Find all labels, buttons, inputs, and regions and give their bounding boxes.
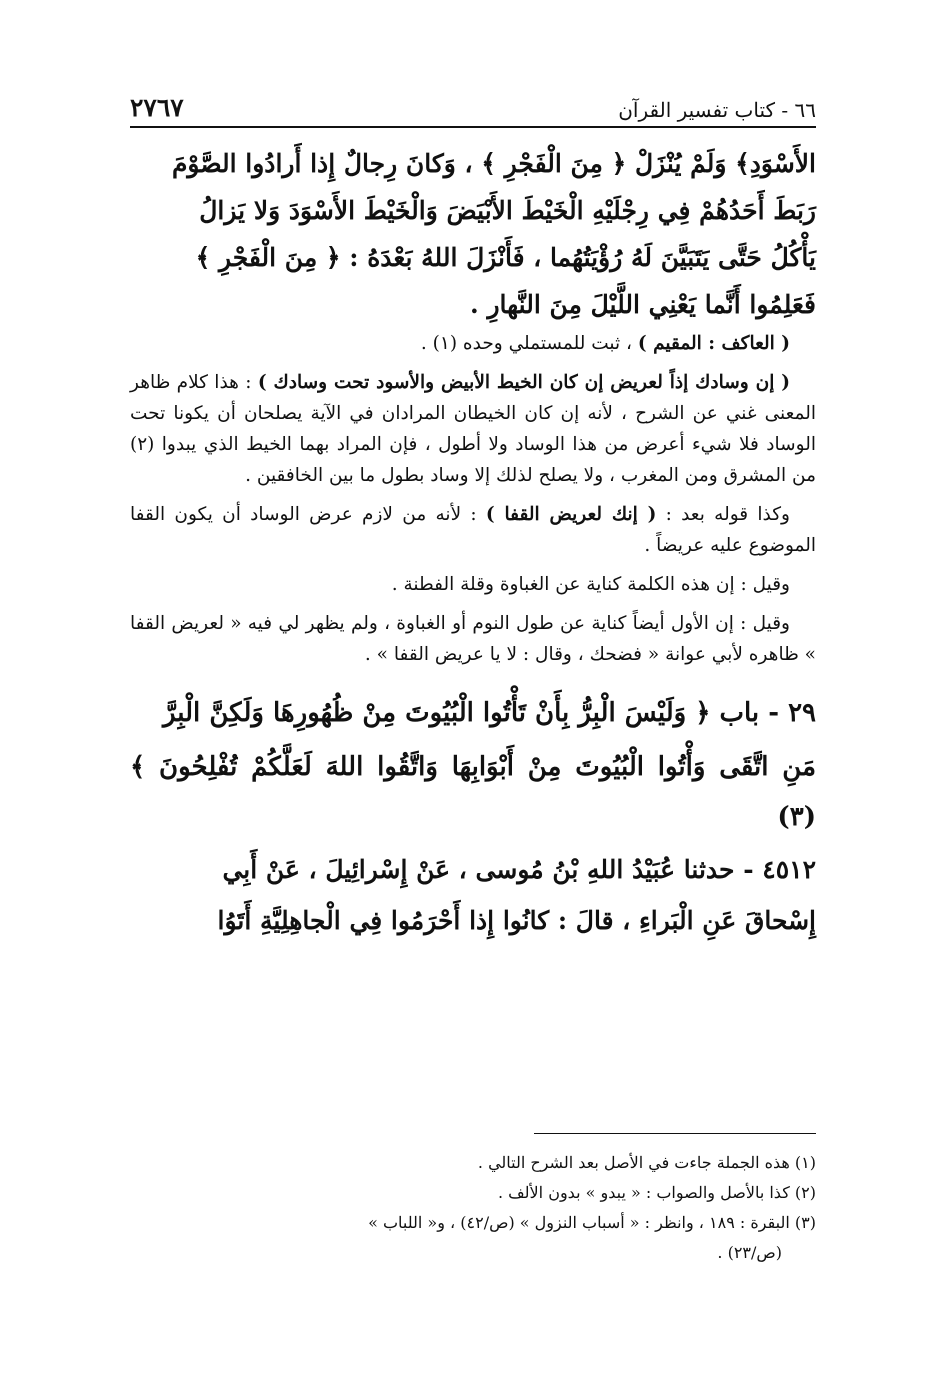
footnote [130, 1238, 816, 1268]
commentary-text: ، ثبت للمستملي وحده (١) . [420, 333, 638, 354]
footnote: (١) هذه الجملة جاءت في الأصل بعد الشرح التالي . [477, 1153, 816, 1172]
hadith-text-line: الأَسْوَدِ﴾ وَلَمْ يُنْزَلْ ﴿ مِنَ الْفَجْرِ ﴾ ، وَكانَ رِجالٌ إِذا أَرادُوا الصَّوْمَ [171, 149, 816, 178]
footnote: (٢) كذا بالأصل والصواب : « يبدو » بدون الألف . [497, 1183, 816, 1202]
commentary-text: : لأنه من لازم عرض الوساد أن يكون القفا الموضوع عليه عريضاً . [130, 504, 816, 556]
commentary-text: وكذا قوله بعد : [656, 504, 790, 525]
hadith-text-line: فَعَلِمُوا أَنَّما يَعْنِي اللَّيْلَ مِنَ النَّهارِ . [470, 290, 816, 319]
commentary-qila-2: وقيل : إن الأول أيضاً كناية عن طول النوم أو الغباوة ، ولم يظهر لي فيه « لعريض القفا » ظاهره لأبي عوانة « فضحك ، وقال : لا يا عريض القفا » . [130, 613, 816, 665]
hadith-4512-line: ٤٥١٢ - حدثنا عُبَيْدُ اللهِ بْنُ مُوسى ، عَنْ إِسْرائِيلَ ، عَنْ أَبِي [222, 855, 816, 884]
hadith-text-line: رَبَطَ أَحَدُهُمْ فِي رِجْلَيْهِ الْخَيْطَ الأَبْيَضَ وَالْخَيْطَ الأَسْوَدَ وَلا يَزالُ [199, 196, 816, 225]
page-number: ٢٧٦٧ [130, 93, 184, 122]
header-rule [130, 126, 816, 128]
chapter-heading-line: ٢٩ - باب ﴿ وَلَيْسَ الْبِرُّ بِأَنْ تَأْتُوا الْبُيُوتَ مِنْ ظُهُورِهَا وَلَكِنَّ الْبِرَّ [162, 698, 816, 728]
lemma: ( إن وسادك إذاً لعريض إن كان الخيط الأبيض والأسود تحت وسادك ) [257, 372, 790, 393]
running-title: ٦٦ - كتاب تفسير القرآن [618, 98, 816, 122]
commentary-qila-1: وقيل : إن هذه الكلمة كناية عن الغباوة وقلة الفطنة . [391, 574, 790, 595]
lemma: ( العاكف : المقيم ) [637, 333, 790, 354]
footnote: (٣) البقرة : ١٨٩ ، وانظر : « أسباب النزول » (ص/٤٢) ، و« اللباب » [368, 1213, 816, 1232]
footnote-continuation: (ص/٢٣) . [717, 1243, 782, 1262]
commentary-akif [130, 328, 816, 359]
commentary-wisad [130, 367, 816, 491]
running-header [130, 82, 816, 122]
hadith-4512-line: إِسْحاقَ عَنِ الْبَراءِ ، قالَ : كانُوا إِذا أَحْرَمُوا فِي الْجاهِلِيَّةِ أَتَوُا [217, 906, 816, 935]
hadith-text-line: يَأْكُلُ حَتَّى يَتَبَيَّنَ لَهُ رُؤْيَتُهُما ، فَأَنْزَلَ اللهُ بَعْدَهُ : ﴿ مِنَ الْفَجْرِ ﴾ [195, 243, 816, 272]
commentary-qafa [130, 499, 816, 561]
footnote-rule [534, 1133, 816, 1134]
footnotes [130, 1148, 816, 1268]
commentary-text: : هذا كلام ظاهر المعنى غني عن الشرح ، لأنه إن كان الخيطان المرادان في الآية يصلحان أن يكونا تحت الوساد فلا شيء أعرض من هذا الوساد ولا أطول ، فإن المراد بهما الخيط الذي يبدوا (٢) من المشرق ومن المغرب ، ولا يصلح لذلك إلا وساد بطول ما بين الخافقين . [130, 372, 816, 486]
main-text [130, 140, 816, 944]
lemma: ( إنك لعريض القفا ) [485, 504, 657, 525]
chapter-heading-line: مَنِ اتَّقَى وَأْتُوا الْبُيُوتَ مِنْ أَبْوَابِهَا وَاتَّقُوا اللهَ لَعَلَّكُمْ تُفْلِحُونَ ﴾ (٣) [130, 752, 816, 832]
